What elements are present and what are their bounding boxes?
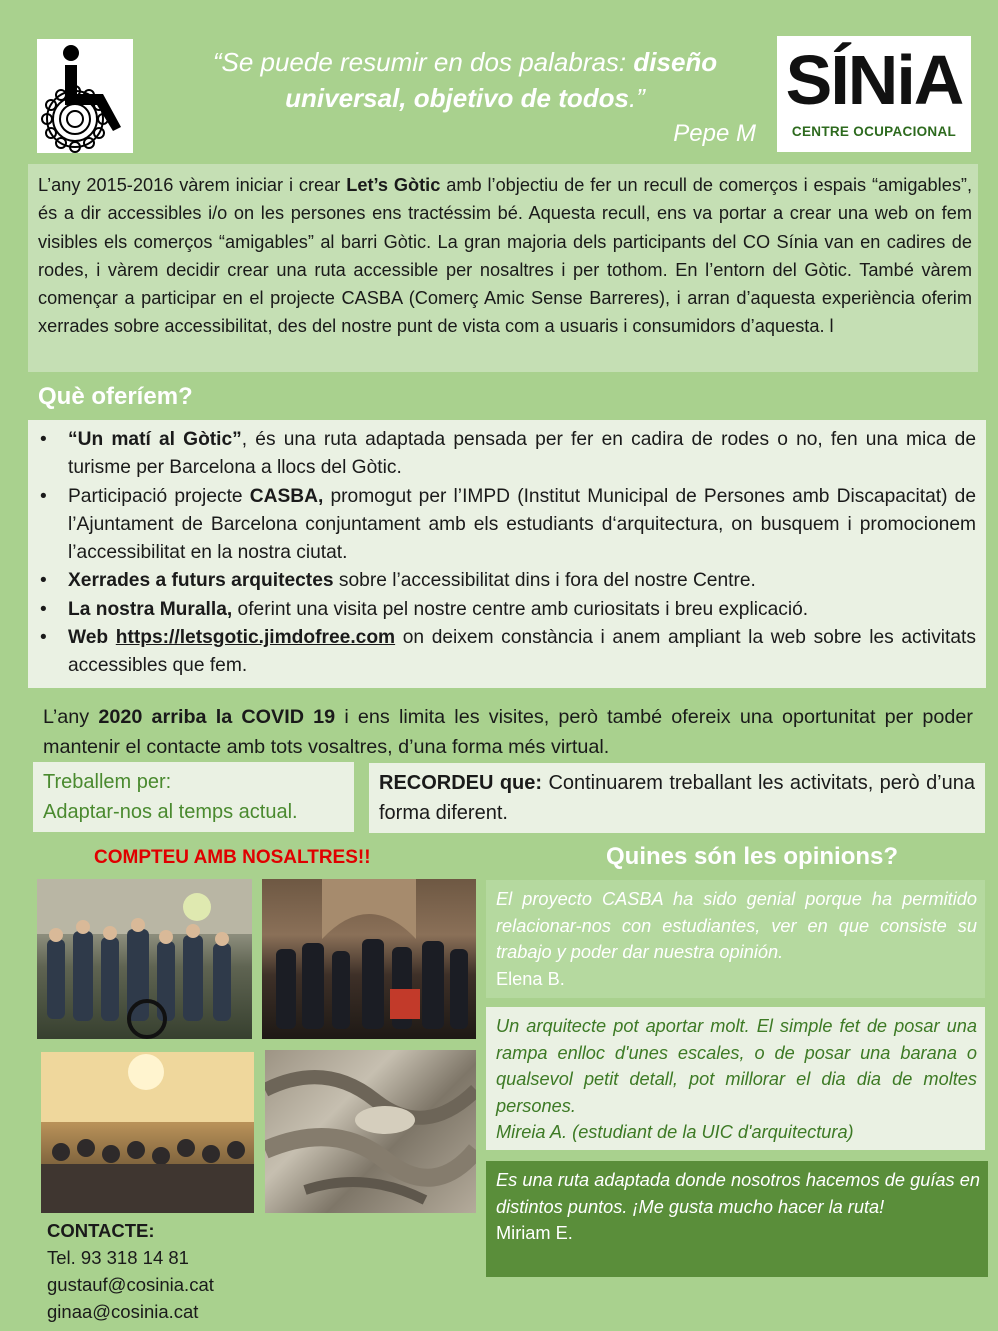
photo-group-courtyard [37,879,252,1039]
quote-text: “Se puede resumir en dos palabras: [212,47,634,77]
list-item [40,624,976,681]
opinion-text: El proyecto CASBA ha sido genial porque ha permitido relacionar-nos con estudiantes, ver en que consiste su trabajo y poder dar nuestra opinión. [496,889,977,962]
count-on-us-heading: COMPTEU AMB NOSALTRES!! [94,847,371,868]
intro-text: L’any 2015-2016 vàrem iniciar i crear [38,175,347,195]
sinia-logo [777,36,971,152]
item-text: on deixem constància i anem ampliant la web sobre les activitats accessibles que fem. [68,627,976,677]
contact-email: gustauf@cosinia.cat [47,1274,214,1295]
item-bold: “Un matí al Gòtic” [68,429,242,450]
photo-group-indoor [262,879,476,1039]
intro-bold: Let’s Gòtic [346,175,441,195]
item-bold: La nostra Muralla, [68,598,233,620]
wheelchair-icon [37,39,133,153]
remember-text: Continuarem treballant les activitats, però d’una forma diferent. [379,772,975,824]
offer-title: Què oferíem? [38,383,193,410]
item-text: , és una ruta adaptada pensada per fer en cadira de rodes o no, fen una mica de turisme per Barcelona a llocs del Gòtic. [68,429,976,479]
item-bold: Web [68,627,109,649]
item-bold: CASBA, [249,485,324,507]
opinion-text: Un arquitecte pot aportar molt. El simple fet de posar una rampa enlloc d'unes escales, o de posar una barana o qualsevol petit detall, pot millorar el dia dia de moltes persones. [496,1016,977,1116]
website-link[interactable]: https://letsgotic.jimdofree.com [115,627,396,649]
opinion-miriam [486,1161,988,1277]
photo-illustration [37,879,252,1039]
covid-text: L’any [43,706,99,728]
opinion-author: Mireia A. (estudiant de la UIC d'arquitectura) [496,1122,854,1142]
list-item [40,483,976,568]
covid-text: i ens limita les visites, però també ofereix una oportunitat per poder mantenir el contacte amb tots vosaltres, d’una forma més virtual. [43,706,973,758]
work-line: Treballem per: [43,771,172,793]
offer-box [28,420,986,688]
list-item [40,596,976,624]
opinions-title: Quines són les opinions? [606,843,899,870]
contact-title: CONTACTE: [47,1220,155,1241]
covid-paragraph [43,702,973,762]
contact-email: ginaa@cosinia.cat [47,1301,199,1322]
opinion-author: Miriam E. [496,1223,573,1243]
quote-author: Pepe M [673,120,756,147]
photo-illustration [41,1052,254,1213]
work-line: Adaptar-nos al temps actual. [43,801,298,823]
photo-illustration [262,879,476,1039]
intro-paragraph [28,164,978,372]
photo-group-room [41,1052,254,1213]
wheelchair-logo-icon [37,39,133,153]
item-text: oferint una visita pel nostre centre amb curiositats i breu explicació. [232,598,809,620]
quote-bold: diseño [633,47,718,77]
remember-bold: RECORDEU que: [379,772,543,794]
list-item [40,567,976,595]
opinion-elena [486,880,985,998]
opinion-text: Es una ruta adaptada donde nosotros hacemos de guías en distintos puntos. ¡Me gusta mucho hacer la ruta! [496,1170,980,1217]
item-bold: Xerrades a futurs arquitectes [68,570,334,592]
intro-text: amb l’objectiu de fer un recull de comerços i espais “amigables”, és a dir accessibles i/o on les persones ens tractéssim bé. Aquesta recull, ens va portar a crear una web on fem visibles els comerços “amigables” al barri Gòtic. La gran majoria dels participants del CO Sínia van en cadires de rodes, i vàrem decidir crear una ruta accessible per nosaltres i per tothom. En l’entorn del Gòtic. També vàrem començar a participar en el projecte CASBA (Comerç Amic Sense Barreres), i arran d’aquesta experiència oferim xerrades sobre accessibilitat, des del nostre punt de vista com a usuaris i consumidors d’aquesta. l [38,175,973,337]
work-box [33,762,354,832]
photo-illustration [265,1050,476,1213]
offer-list [40,426,976,681]
quote-text: .” [628,83,645,113]
photo-stone-relief [265,1050,476,1213]
contact-block [47,1217,214,1325]
contact-phone: Tel. 93 318 14 81 [47,1247,189,1268]
sinia-logo-subtitle: CENTRE OCUPACIONAL [791,124,957,139]
opinion-mireia [486,1007,985,1150]
opinion-author: Elena B. [496,968,565,989]
remember-box [369,763,985,833]
header-quote [160,44,770,116]
item-text: sobre l’accessibilitat dins i fora del nostre Centre. [333,570,756,592]
sinia-logo-word: SÍNiA [785,41,963,119]
item-text: promogut per l’IMPD (Institut Municipal de Persones amb Discapacitat) de l’Ajuntament de Barcelona conjuntament amb els estudiants d‘arquitectura, on busquem i promocionem l’accessibilitat en la nostra ciutat. [68,485,977,564]
covid-bold: 2020 arriba la COVID 19 [98,706,336,728]
quote-bold: universal, objetivo de todos [285,83,629,113]
list-item [40,426,976,483]
item-text: Participació projecte [68,485,250,507]
